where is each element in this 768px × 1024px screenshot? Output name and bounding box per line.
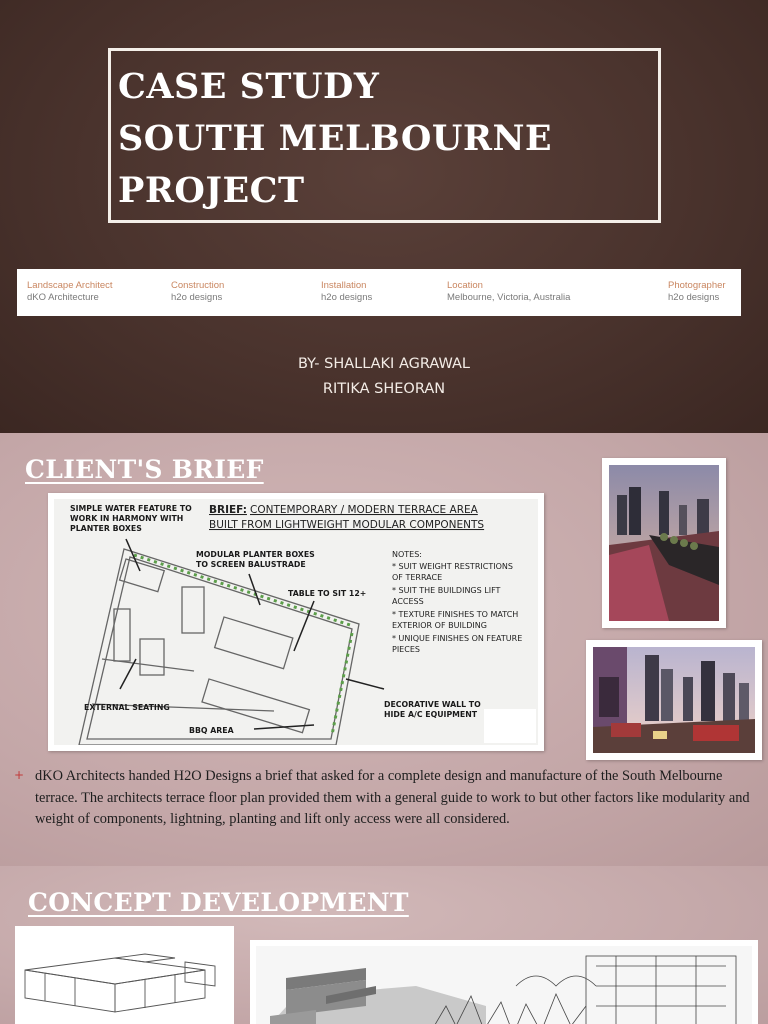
terrace-render-sketch <box>250 940 758 1024</box>
note-line-5: * TEXTURE FINISHES TO MATCH <box>392 610 519 619</box>
terrace-photo-2 <box>586 640 762 760</box>
seating-sketch <box>15 926 234 1024</box>
title-line-1: CASE STUDY <box>118 66 380 107</box>
note-line-7: * UNIQUE FINISHES ON FEATURE <box>392 634 523 643</box>
brief-line-1: CONTEMPORARY / MODERN TERRACE AREA <box>250 504 478 516</box>
credit-value: Melbourne, Victoria, Australia <box>447 292 571 303</box>
title-frame <box>108 48 661 223</box>
note-line-2: OF TERRACE <box>392 573 443 582</box>
brief-line-2: BUILT FROM LIGHTWEIGHT MODULAR COMPONENTS <box>209 519 485 531</box>
credit-installation <box>321 280 372 304</box>
credits-bar <box>17 269 741 316</box>
credit-construction <box>171 280 224 304</box>
floor-plan-drawing <box>54 499 538 745</box>
credit-location <box>447 280 570 304</box>
external-seating-label: EXTERNAL SEATING <box>84 703 170 712</box>
water-feature-label-2: WORK IN HARMONY WITH <box>70 514 184 523</box>
author-line-2: RITIKA SHEORAN <box>322 381 446 397</box>
decorative-wall-label-1: DECORATIVE WALL TO <box>384 700 481 709</box>
author-line-1: BY- SHALLAKI AGRAWAL <box>297 356 471 372</box>
bullet-icon: + <box>14 768 25 782</box>
title-slide <box>0 0 768 433</box>
planter-label-2: TO SCREEN BALUSTRADE <box>196 560 306 569</box>
credit-value: h2o designs <box>171 292 223 303</box>
credit-landscape-architect <box>27 280 113 304</box>
credit-label: Construction <box>171 280 225 291</box>
credit-value: dKO Architecture <box>27 292 99 303</box>
note-line-3: * SUIT THE BUILDINGS LIFT <box>392 586 501 595</box>
notes-title: NOTES: <box>392 550 422 559</box>
client-brief-heading: CLIENT'S BRIEF <box>25 455 264 484</box>
seating-sketch-drawing <box>15 926 234 1024</box>
concept-development-heading: CONCEPT DEVELOPMENT <box>28 888 409 917</box>
note-line-4: ACCESS <box>392 597 424 606</box>
planter-label-1: MODULAR PLANTER BOXES <box>196 550 315 559</box>
title-line-2: SOUTH MELBOURNE <box>118 118 553 159</box>
credit-label: Installation <box>321 280 367 291</box>
brief-label: BRIEF: <box>209 504 247 516</box>
terrace-photo-2-image <box>593 647 755 753</box>
concept-development-slide <box>0 866 768 1024</box>
authors <box>0 352 768 402</box>
terrace-photo-1-image <box>609 465 719 621</box>
water-feature-label-1: SIMPLE WATER FEATURE TO <box>70 504 192 513</box>
table-label: TABLE TO SIT 12+ <box>288 589 367 598</box>
credit-value: h2o designs <box>321 292 373 303</box>
floor-plan-sketch <box>48 493 544 751</box>
bbq-label: BBQ AREA <box>189 726 234 735</box>
credit-label: Landscape Architect <box>27 280 113 291</box>
client-brief-slide <box>0 433 768 866</box>
note-line-6: EXTERIOR OF BUILDING <box>392 621 487 630</box>
credit-label: Photographer <box>668 280 726 291</box>
credit-label: Location <box>447 280 483 291</box>
water-feature-label-3: PLANTER BOXES <box>70 524 142 533</box>
brief-paragraph: dKO Architects handed H2O Designs a brief that asked for a complete design and manufacture of the South Melbourne terrace. The architects terrace floor plan provided them with a general guide to work to but other factors like modularity and weight of components, lightning, planting and lift only access were all considered. <box>35 768 750 827</box>
note-line-1: * SUIT WEIGHT RESTRICTIONS <box>392 562 513 571</box>
terrace-render-drawing <box>256 946 752 1024</box>
credit-photographer <box>668 280 726 304</box>
title-line-3: PROJECT <box>118 170 305 211</box>
credit-value: h2o designs <box>668 292 720 303</box>
decorative-wall-label-2: HIDE A/C EQUIPMENT <box>384 710 478 719</box>
note-line-8: PIECES <box>392 645 420 654</box>
terrace-photo-1 <box>602 458 726 628</box>
